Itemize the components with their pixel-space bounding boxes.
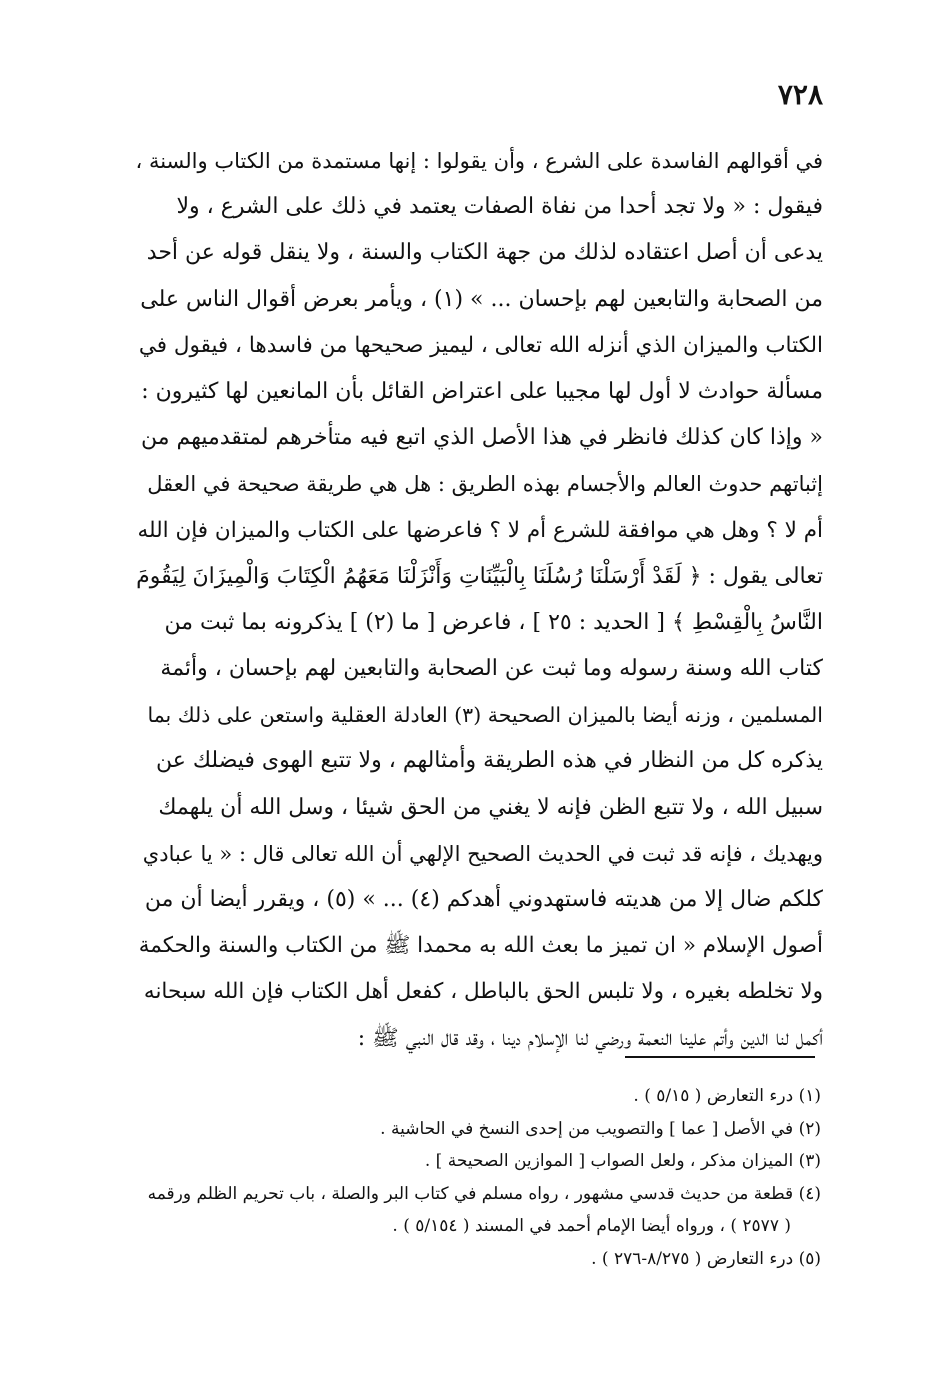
text-line: سبيل الله ، ولا تتبع الظن فإنه لا يغني من الحق شيئا ، وسل الله أن يلهمك	[158, 794, 823, 820]
text-line: ولا تخلطه بغيره ، ولا تلبس الحق بالباطل ، كفعل أهل الكتاب فإن الله سبحانه	[143, 979, 823, 1005]
footnote-continuation: ( ٢٥٧٧ ) ، ورواه أيضا الإمام أحمد في المسند ( ٥/١٥٤ ) .	[392, 1216, 791, 1236]
main-text-block	[133, 138, 823, 1062]
text-line: كلكم ضال إلا من هديته فاستهدوني أهدكم (٤) ... » (٥) ، ويقرر أيضا أن من	[144, 887, 823, 912]
quran-verse-line: النَّاسُ بِالْقِسْطِ ﴾ [ الحديد : ٢٥ ] ، فاعرض [ ما (٢) ] يذكرونه بما ثبت من	[164, 609, 823, 635]
text-line: فيقول : « ولا تجد أحدا من نفاة الصفات يعتمد في ذلك على الشرع ، ولا	[176, 194, 823, 220]
text-line: ويهديك ، فإنه قد ثبت في الحديث الصحيح الإلهي أن الله تعالى قال : « يا عبادي	[142, 841, 823, 866]
footnote-item: (٥) درء التعارض ( ٨/٢٧٥-٢٧٦ ) .	[591, 1248, 821, 1269]
text-line: كتاب الله وسنة رسوله وما ثبت عن الصحابة والتابعين لهم بإحسان ، وأئمة	[160, 656, 823, 682]
text-line: « وإذا كان كذلك فانظر في هذا الأصل الذي اتبع فيه متأخرهم لمتقدميهم من	[141, 425, 823, 451]
text-line: أصول الإسلام « ان تميز ما بعث الله به محمدا ﷺ من الكتاب والسنة والحكمة	[138, 933, 823, 959]
text-line: الكتاب والميزان الذي أنزله الله تعالى ، ليميز صحيحها من فاسدها ، فيقول في	[138, 332, 823, 358]
footnotes-list	[131, 1080, 821, 1275]
text-line: مسألة حوادث لا أول لها مجيبا على اعتراض القائل بأن المانعين لها كثيرون :	[141, 378, 823, 404]
footnote-item: (٢) في الأصل [ عما ] والتصويب من إحدى النسخ في الحاشية .	[380, 1118, 821, 1139]
text-line: المسلمين ، وزنه أيضا بالميزان الصحيحة (٣) العادلة العقلية واستعن على ذلك بما	[147, 703, 823, 728]
text-line: في أقوالهم الفاسدة على الشرع ، وأن يقولوا : إنها مستمدة من الكتاب والسنة ،	[135, 149, 823, 173]
text-line: يذكره كل من النظار في هذه الطريقة وأمثالهم ، ولا تتبع الهوى فيضلك عن	[156, 748, 823, 774]
footnote-item: (٤) قطعة من حديث قدسي مشهور ، رواه مسلم في كتاب البر والصلة ، باب تحريم الظلم ورقمه	[147, 1183, 821, 1204]
text-line: يدعى أن أصل اعتقاده لذلك من جهة الكتاب والسنة ، ولا ينقل قوله عن أحد	[146, 240, 823, 266]
page-number: ٧٢٨	[777, 78, 823, 111]
text-line: أم لا ؟ وهل هي موافقة للشرع أم لا ؟ فاعرضها على الكتاب والميزان فإن الله	[137, 517, 823, 543]
quran-verse-line: تعالى يقول : ﴿ لَقَدْ أَرْسَلْنَا رُسُلَنَا بِالْبَيِّنَاتِ وَأَنْزَلْنَا مَعَهُمُ الْكِتَابَ وَالْمِيزَانَ لِيَقُومَ	[136, 563, 823, 589]
text-line: إثباتهم حدوث العالم والأجسام بهذه الطريق : هل هي طريقة صحيحة في العقل	[147, 472, 823, 497]
footnote-item: (١) درء التعارض ( ٥/١٥ ) .	[633, 1086, 821, 1106]
text-line: أكمل لنا الدين وأتم علينا النعمة ورضي لنا الإسلام دينا ، وقد قال النبي ﷺ :	[357, 1025, 823, 1051]
footnote-item: (٣) الميزان مذكر ، ولعل الصواب [ الموازين الصحيحة ] .	[424, 1151, 821, 1171]
text-line: من الصحابة والتابعين لهم بإحسان ... » (١) ، ويأمر بعرض أقوال الناس على	[140, 286, 823, 312]
footnote-divider	[625, 1056, 815, 1058]
